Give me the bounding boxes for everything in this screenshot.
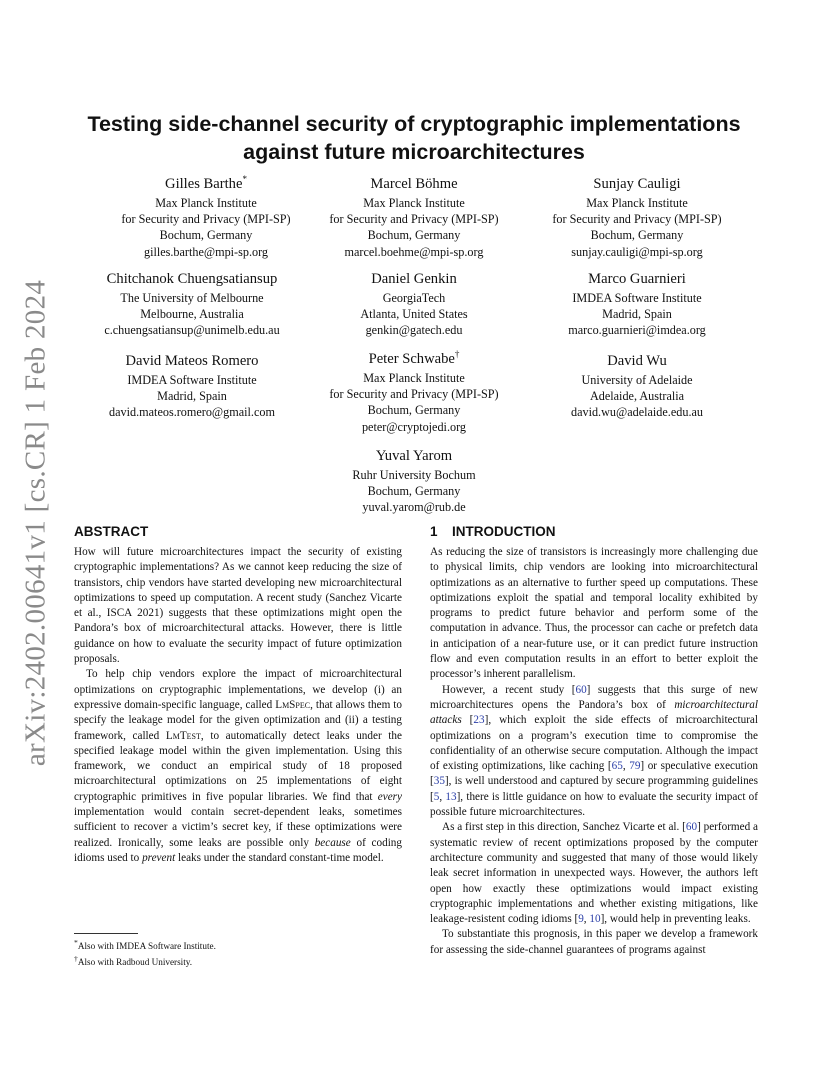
introduction-section (430, 523, 758, 958)
abstract-paragraph: How will future microarchitectures impact the security of existing cryptographic implementations? As we cannot keep reducing the size of transistors, chip vendors have started developing new microarchitectural optimizations to speed up computation. A recent study (Sanchez Vicarte et al., ISCA 2021) suggests that these optimizations might open the Pandora’s box of microarchitectural attacks. However, there is little guidance on how to evaluate the security impact of future optimization proposals. (74, 546, 402, 666)
author-email: gilles.barthe@mpi-sp.org (143, 244, 269, 259)
section-title: INTRODUCTION (452, 524, 556, 539)
abstract-section (74, 523, 402, 866)
footnote: †Also with Radboud University. (74, 953, 193, 967)
lmtest-term: LmTest (165, 729, 201, 742)
author-location: Bochum, Germany (159, 228, 253, 243)
author-affiliation: GeorgiaTech (382, 291, 446, 305)
author-affiliation: The University of Melbourne (120, 291, 264, 305)
author-block (284, 175, 544, 260)
citation-link[interactable]: 60 (575, 683, 587, 696)
author-email: yuval.yarom@rub.de (362, 500, 466, 515)
citation-link[interactable]: 35 (433, 775, 445, 788)
author-affiliation: Max Planck Institute (363, 196, 465, 210)
author-email: david.mateos.romero@gmail.com (109, 405, 275, 420)
author-affiliation: Ruhr University Bochum (352, 468, 476, 482)
author-affiliation: for Security and Privacy (MPI-SP) (329, 212, 499, 227)
author-block (284, 270, 544, 339)
author-block (507, 352, 767, 421)
introduction-paragraph: To substantiate this prognosis, in this paper we develop a framework for assessing the side-channel guarantees of programs against (430, 928, 758, 956)
citation-link[interactable]: 60 (685, 821, 698, 834)
author-affiliation: IMDEA Software Institute (127, 373, 257, 387)
introduction-paragraph: As a first step in this direction, Sanchez Vicarte et al. [60] performed a systematic review of recent optimizations proposed by the computer architecture community and suggested that many of those would likely leak secret information in unexpected ways. However, the authors left open how exactly these optimizations would impact existing cryptographic implementations and whether existing mitigations, like leakage-resistent coding idioms [9, 10], would help in preventing leaks. (430, 821, 758, 926)
citation-link[interactable]: 79 (629, 760, 641, 773)
author-email: david.wu@adelaide.edu.au (570, 405, 704, 420)
author-email: c.chuengsatiansup@unimelb.edu.au (104, 323, 280, 338)
author-block (284, 350, 544, 435)
author-block (507, 270, 767, 339)
footnote-divider (74, 933, 138, 934)
footnote: *Also with IMDEA Software Institute. (74, 938, 216, 952)
citation-link[interactable]: 65 (611, 760, 623, 773)
abstract-heading: ABSTRACT (74, 524, 149, 539)
citation-link[interactable]: 10 (589, 913, 601, 926)
author-block (284, 447, 544, 516)
introduction-paragraph: However, a recent study [60] suggests that this surge of new microarchitectures opens the Pandora’s box of microarchitectural attacks [23], which exploit the side effects of microarchitectural optimizations on a program’s execution time to compromise the confidentiality of an otherwise secure computation. Although the impact of existing optimizations, like caching [65, 79] or speculative execution [35], is well understood and captured by secure programming guidelines [5, 13], there is little guidance on how to evaluate the security impact of possible future microarchitectures. (430, 683, 759, 819)
author-block (62, 270, 322, 339)
author-name: Daniel Genkin (371, 271, 457, 287)
author-email: genkin@gatech.edu (365, 323, 463, 338)
title-line-1: Testing side-channel security of cryptographic implementations (87, 112, 741, 136)
author-location: Bochum, Germany (367, 403, 461, 418)
arxiv-identifier-text: arXiv:2402.00641v1 [cs.CR] 1 Feb 2024 (19, 279, 52, 767)
author-location: Bochum, Germany (367, 228, 461, 243)
section-number: 1 (430, 524, 438, 539)
author-affiliation: Max Planck Institute (586, 196, 688, 210)
author-name: Gilles Barthe* (165, 174, 247, 192)
author-affiliation: IMDEA Software Institute (572, 291, 702, 305)
lmspec-term: LmSpec (275, 698, 311, 711)
citation-link[interactable]: 13 (445, 790, 457, 803)
author-location: Atlanta, United States (360, 307, 468, 322)
author-email: sunjay.cauligi@mpi-sp.org (571, 244, 703, 259)
author-email: marcel.boehme@mpi-sp.org (344, 244, 484, 259)
author-location: Madrid, Spain (602, 307, 672, 322)
author-location: Bochum, Germany (590, 228, 684, 243)
introduction-paragraph: As reducing the size of transistors is increasingly more challenging due to physical limits, chip vendors are looking into microarchitectural optimizations as an alternative to further speed up computations. These optimizations exploit the spatial and temporal locality exhibited by programs to predict future behavior and perform some of the computation in advance. Thus, the processor can cache or prefetch data in anticipation of a near-future use, or it can predict future instruction flow and even computation results in an effort to better exploit the processor’s inherent parallelism. (430, 546, 758, 681)
author-block (507, 175, 767, 260)
introduction-heading (430, 523, 758, 540)
author-name: Chitchanok Chuengsatiansup (106, 271, 278, 287)
author-affiliation: for Security and Privacy (MPI-SP) (552, 212, 722, 227)
author-location: Melbourne, Australia (140, 307, 244, 322)
author-affiliation: University of Adelaide (581, 373, 693, 387)
citation-link[interactable]: 5 (433, 790, 440, 803)
author-name: Sunjay Cauligi (593, 176, 681, 192)
citation-link[interactable]: 9 (578, 913, 584, 926)
arxiv-identifier (16, 279, 56, 767)
author-block (62, 352, 322, 421)
author-name: Marco Guarnieri (588, 271, 686, 287)
citation-link[interactable]: 23 (473, 714, 485, 727)
footnotes (74, 937, 402, 968)
author-affiliation: Max Planck Institute (363, 371, 465, 385)
author-email: marco.guarnieri@imdea.org (568, 323, 706, 338)
author-affiliation: for Security and Privacy (MPI-SP) (121, 212, 291, 227)
author-name: David Mateos Romero (125, 353, 259, 369)
abstract-paragraph: To help chip vendors explore the impact of microarchitectural optimizations on cryptographic implementations, we develop (i) an expressive domain-specific language, called LmSpec, that allows them to specify the leakage model for the given optimization and (ii) a testing framework, called LmTest, to automatically detect leaks under the specified leakage model within the given implementation. Using this framework, we conduct an empirical study of 18 proposed microarchitectural optimizations on 25 implementations of eight cryptographic primitives in five popular libraries. We find that every implementation would contain secret-dependent leaks, sometimes sufficient to recover a victim’s secret key, if these optimizations were realized. Ironically, some leaks are possible only because of coding idioms used to prevent leaks under the standard constant-time model. (74, 668, 402, 864)
paper-title (60, 110, 768, 166)
author-name: Marcel Böhme (370, 176, 458, 192)
author-email: peter@cryptojedi.org (361, 419, 467, 434)
author-name: Yuval Yarom (375, 448, 453, 464)
author-location: Bochum, Germany (367, 484, 461, 499)
author-location: Madrid, Spain (157, 389, 227, 404)
author-location: Adelaide, Australia (589, 389, 685, 404)
author-affiliation: for Security and Privacy (MPI-SP) (329, 387, 499, 402)
author-name: David Wu (607, 353, 667, 369)
author-name: Peter Schwabe† (368, 349, 460, 367)
author-affiliation: Max Planck Institute (155, 196, 257, 210)
title-line-2: against future microarchitectures (243, 140, 585, 164)
